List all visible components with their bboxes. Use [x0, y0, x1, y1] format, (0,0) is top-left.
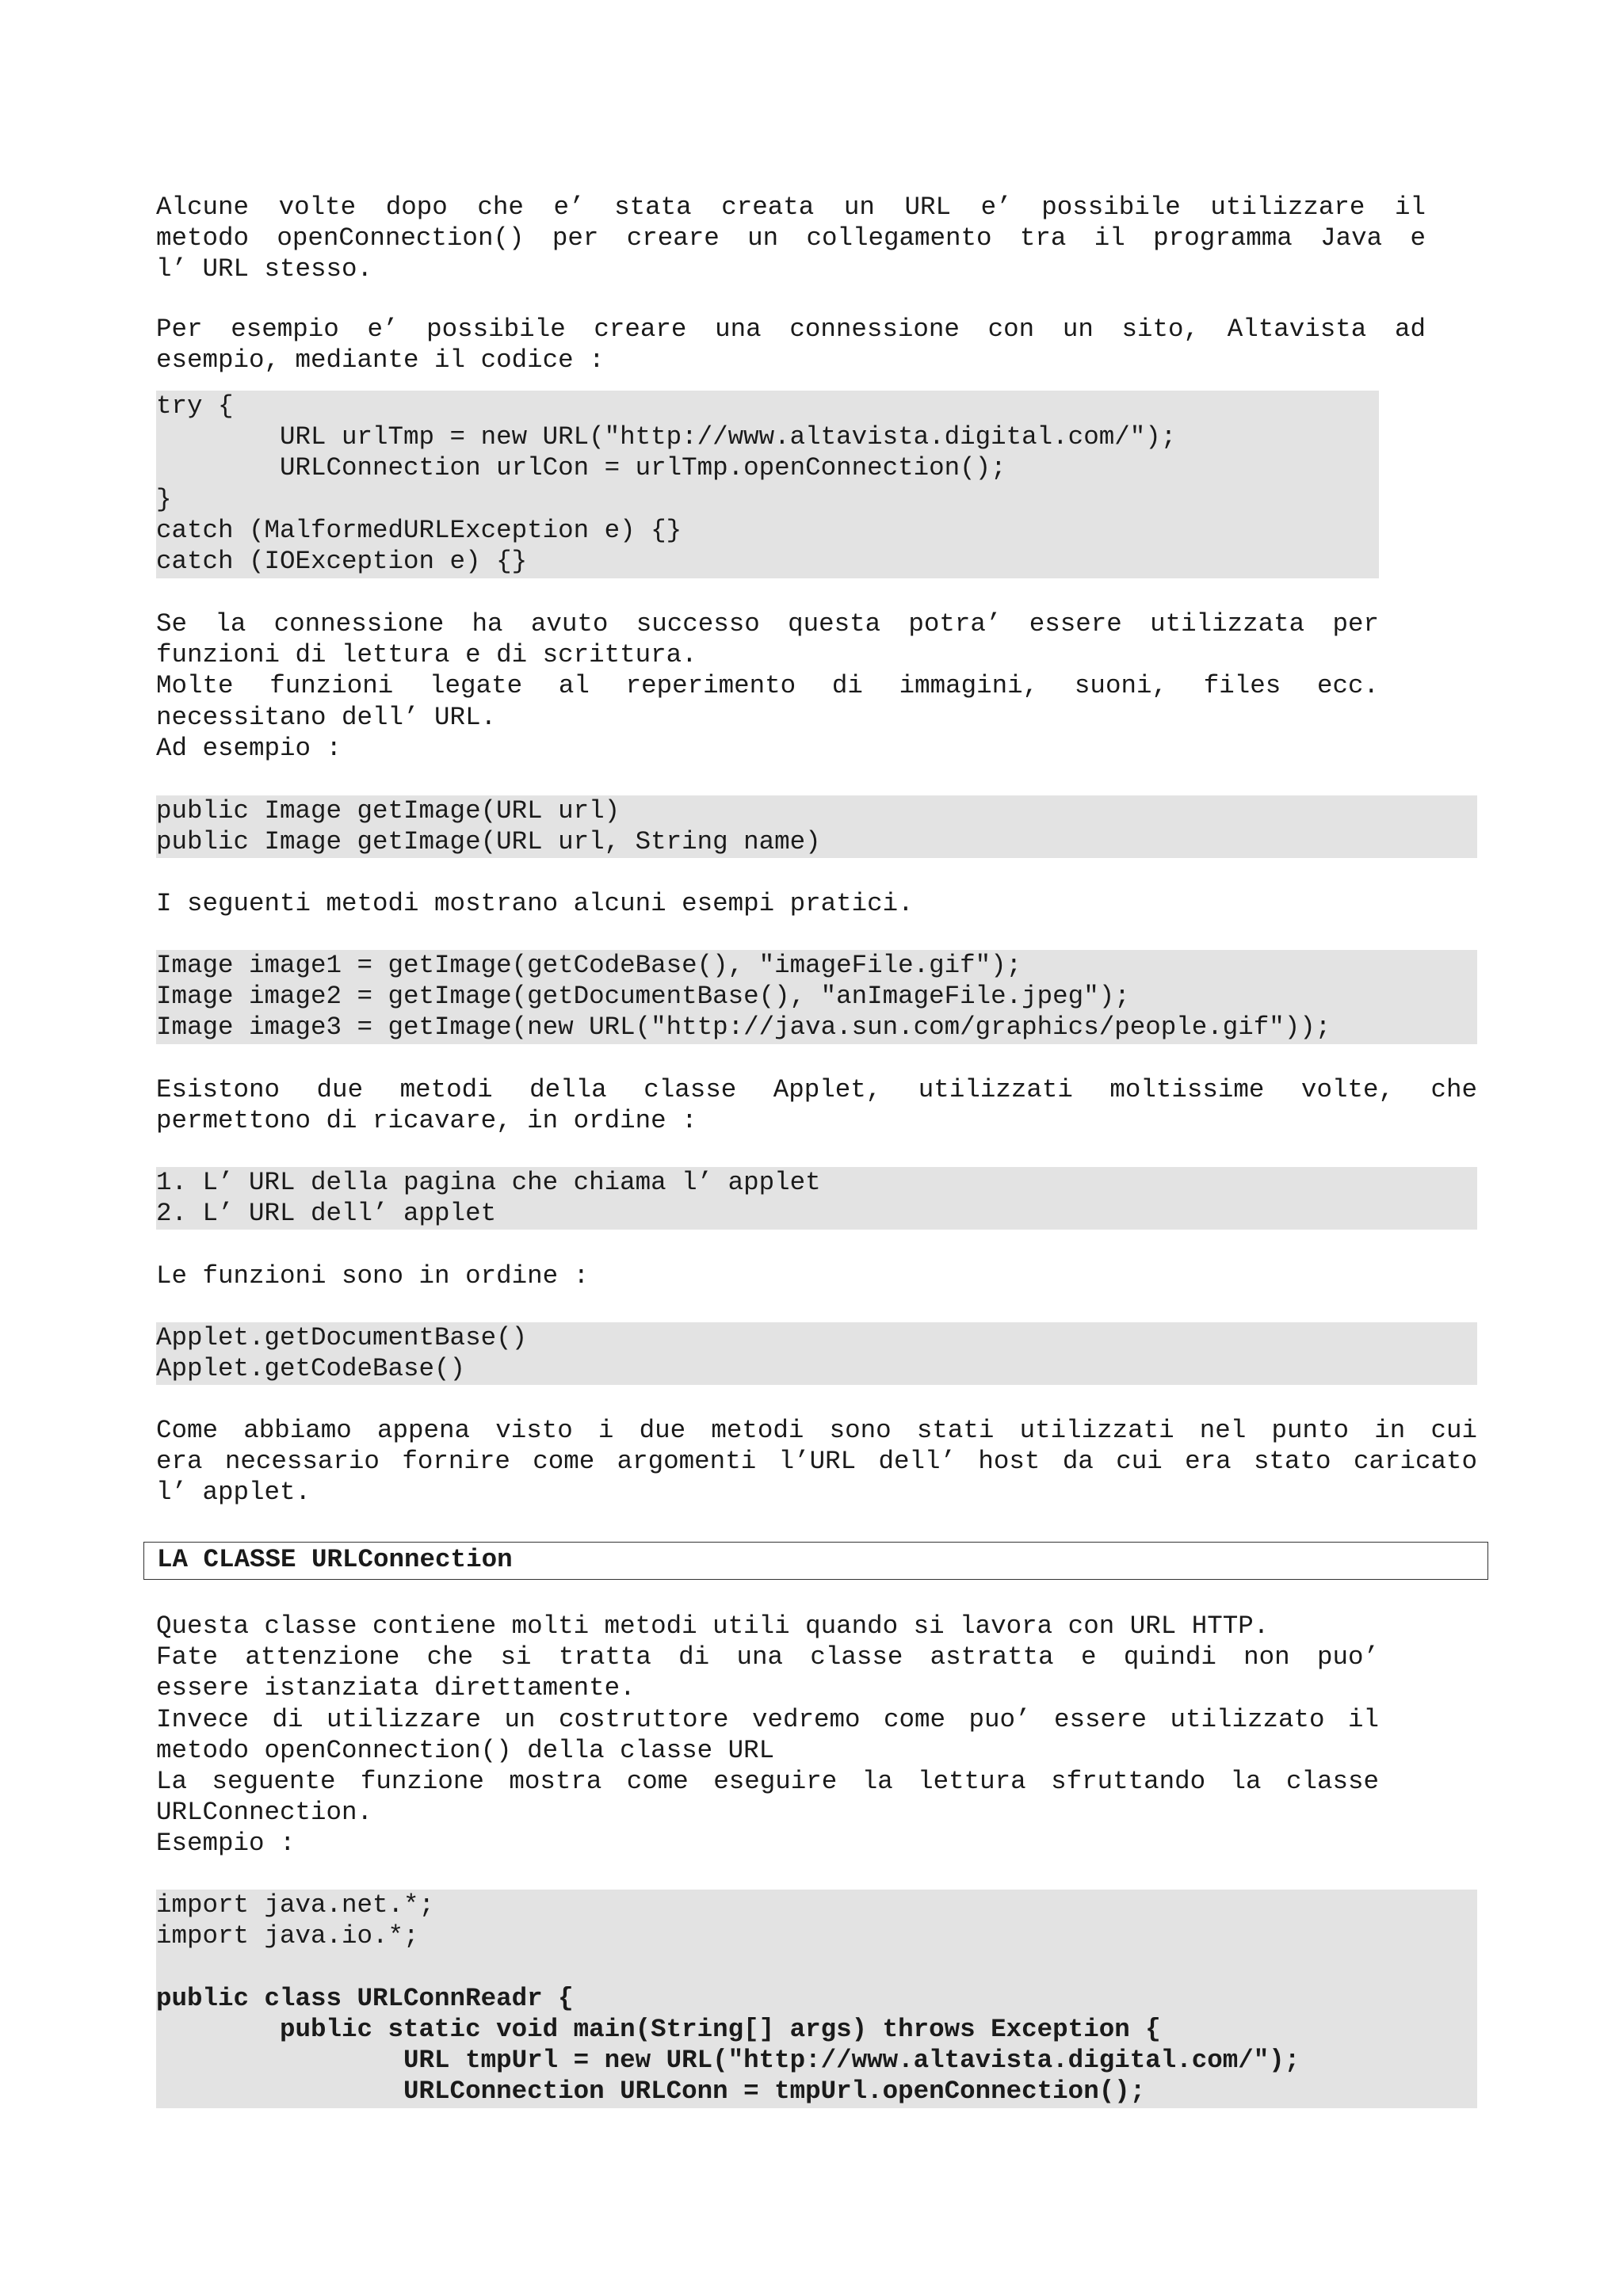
paragraph-connection-success — [156, 608, 1379, 764]
code-line: import java.io.*; — [156, 1921, 419, 1951]
code-block-applet-methods — [156, 1322, 1477, 1385]
paragraph-example — [156, 314, 1426, 376]
paragraph-applet-methods — [156, 1074, 1477, 1136]
text-line: l’ URL stesso. — [156, 254, 373, 284]
paragraph-examples-intro — [156, 888, 914, 919]
code-line: Applet.getDocumentBase() — [156, 1323, 528, 1352]
code-line: URL urlTmp = new URL("http://www.altavista.digital.com/"); — [156, 422, 1177, 452]
code-line: try { — [156, 391, 234, 421]
code-line: Image image1 = getImage(getCodeBase(), "imageFile.gif"); — [156, 951, 1022, 980]
code-block-ordered-list — [156, 1167, 1477, 1230]
code-line: URLConnection urlCon = urlTmp.openConnection(); — [156, 453, 1006, 483]
text-line: Ad esempio : — [156, 733, 342, 763]
code-line: URLConnection URLConn = tmpUrl.openConnection(); — [156, 2077, 1146, 2107]
text-line: Alcune volte dopo che e’ stata creata un URL e’ possibile utilizzare il — [156, 193, 1426, 222]
text-line: Esempio : — [156, 1829, 296, 1859]
section-heading-urlconnection: LA CLASSE URLConnection — [143, 1542, 1488, 1580]
code-block-getimage-examples — [156, 950, 1477, 1044]
code-line: catch (IOException e) {} — [156, 547, 528, 577]
paragraph-urlconnection-description — [156, 1611, 1379, 1859]
code-line: Image image2 = getImage(getDocumentBase(), "anImageFile.jpeg"); — [156, 982, 1130, 1012]
code-line: catch (MalformedURLException e) {} — [156, 515, 682, 545]
text-line: metodo openConnection() della classe URL — [156, 1735, 775, 1765]
text-line: Le funzioni sono in ordine : — [156, 1261, 590, 1291]
code-line: public Image getImage(URL url) — [156, 796, 621, 826]
code-line: public static void main(String[] args) throws Exception { — [156, 2014, 1161, 2044]
text-line: I seguenti metodi mostrano alcuni esempi pratici. — [156, 889, 914, 918]
text-line: Per esempio e’ possibile creare una connessione con un sito, Altavista ad — [156, 315, 1426, 344]
text-line: permettono di ricavare, in ordine : — [156, 1106, 697, 1136]
text-line: metodo openConnection() per creare un collegamento tra il programma Java e — [156, 223, 1426, 254]
code-block-getimage-signatures — [156, 795, 1477, 858]
code-line: URL tmpUrl = new URL("http://www.altavista.digital.com/"); — [156, 2046, 1300, 2076]
code-line: } — [156, 484, 172, 514]
code-line: public class URLConnReadr { — [156, 1983, 574, 2013]
text-line: necessitano dell’ URL. — [156, 702, 497, 732]
code-line-blank — [156, 1951, 1477, 1982]
code-block-urlconnreadr — [156, 1890, 1477, 2108]
code-line: Applet.getCodeBase() — [156, 1354, 466, 1384]
code-line: 1. L’ URL della pagina che chiama l’ applet — [156, 1168, 821, 1197]
text-line: Come abbiamo appena visto i due metodi sono stati utilizzati nel punto in cui — [156, 1416, 1477, 1445]
text-line: URLConnection. — [156, 1798, 373, 1828]
code-line: public Image getImage(URL url, String name) — [156, 827, 821, 857]
text-line: La seguente funzione mostra come eseguire la lettura sfruttando la classe — [156, 1767, 1379, 1797]
code-line: Image image3 = getImage(new URL("http://java.sun.com/graphics/people.gif")); — [156, 1013, 1331, 1043]
text-line: Questa classe contiene molti metodi utili quando si lavora con URL HTTP. — [156, 1611, 1270, 1641]
paragraph-intro — [156, 192, 1426, 285]
text-line: Esistono due metodi della classe Applet, utilizzati moltissime volte, che — [156, 1075, 1477, 1104]
code-line: import java.net.*; — [156, 1890, 435, 1920]
text-line: l’ applet. — [156, 1478, 311, 1508]
text-line: Se la connessione ha avuto successo questa potra’ essere utilizzata per — [156, 609, 1379, 639]
text-line: esempio, mediante il codice : — [156, 345, 605, 376]
code-line: 2. L’ URL dell’ applet — [156, 1199, 497, 1229]
code-block-try-catch — [156, 391, 1379, 578]
text-line: Invece di utilizzare un costruttore vedremo come puo’ essere utilizzato il — [156, 1704, 1379, 1734]
text-line: essere istanziata direttamente. — [156, 1673, 636, 1703]
paragraph-methods-usage — [156, 1415, 1477, 1508]
text-line: Fate attenzione che si tratta di una classe astratta e quindi non puo’ — [156, 1642, 1379, 1672]
text-line: Molte funzioni legate al reperimento di immagini, suoni, files ecc. — [156, 671, 1379, 701]
text-line: funzioni di lettura e di scrittura. — [156, 640, 697, 670]
paragraph-functions-order — [156, 1261, 589, 1291]
text-line: era necessario fornire come argomenti l’URL dell’ host da cui era stato caricato — [156, 1447, 1477, 1477]
